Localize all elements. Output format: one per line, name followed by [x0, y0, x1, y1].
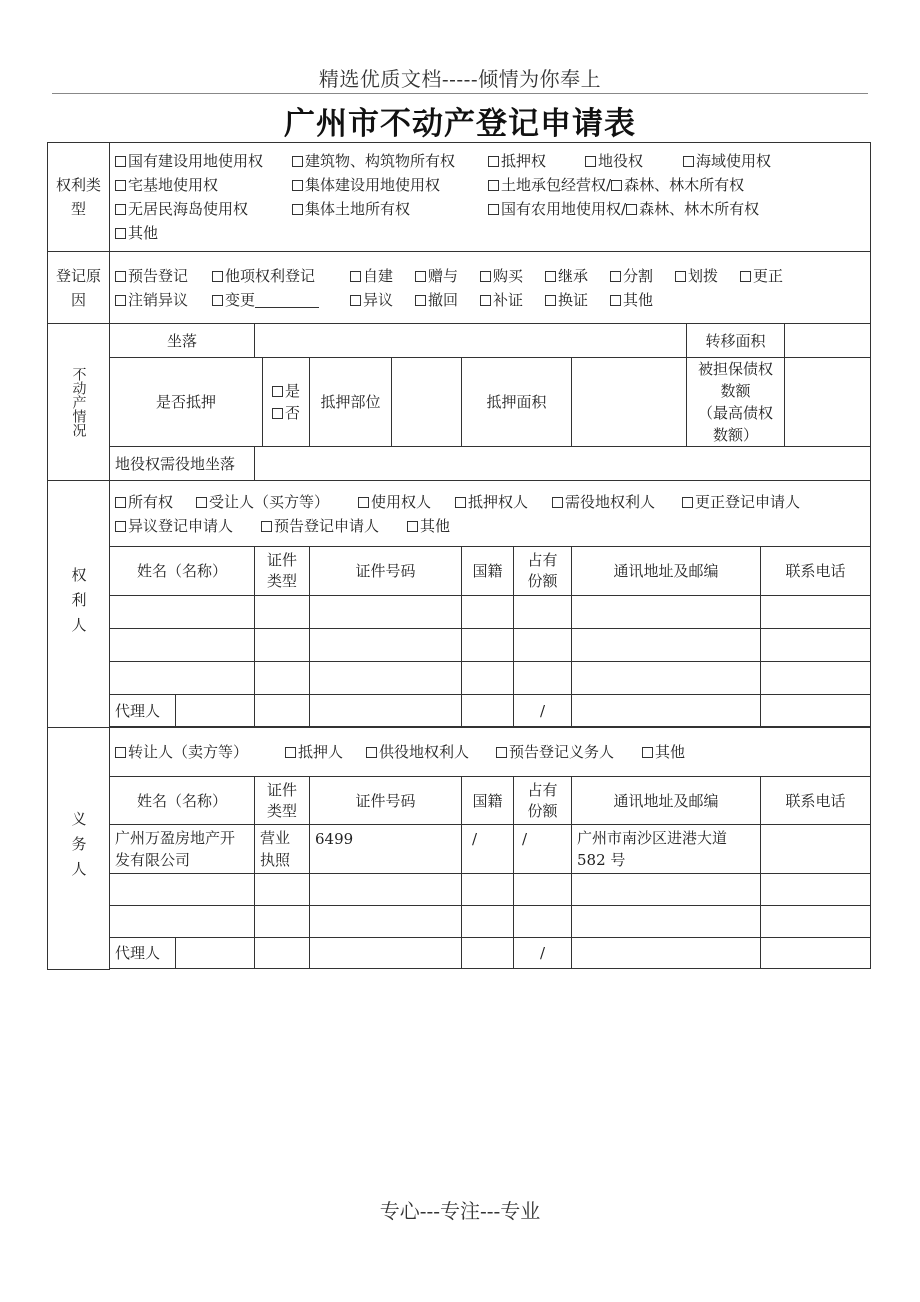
rights-type-options — [110, 143, 871, 252]
cell-address[interactable] — [572, 596, 761, 629]
cell-phone[interactable] — [761, 874, 871, 906]
checkbox-icon — [683, 156, 694, 167]
col-nationality: 国籍 — [462, 547, 514, 596]
cell-id-no[interactable] — [310, 906, 462, 938]
checkbox-icon — [115, 295, 126, 306]
opt-change[interactable]: 变更 — [212, 288, 350, 312]
easement-location-value[interactable] — [255, 447, 871, 481]
opt-other-rights-reg[interactable]: 他项权利登记 — [212, 264, 350, 288]
checkbox-icon — [675, 271, 686, 282]
cell-name[interactable] — [110, 596, 255, 629]
cell-nationality[interactable]: / — [462, 825, 514, 874]
checkbox-icon — [115, 747, 126, 758]
cell-share[interactable] — [514, 906, 572, 938]
cell-name[interactable] — [110, 906, 255, 938]
cell-id-no[interactable] — [310, 874, 462, 906]
opt-pre-reg-obligor[interactable]: 预告登记义务人 — [496, 740, 642, 764]
mortgage-part-value[interactable] — [392, 358, 462, 447]
cell-nationality[interactable] — [462, 662, 514, 695]
checkbox-icon — [626, 204, 637, 215]
agent-address[interactable] — [572, 938, 761, 969]
opt-holder-other[interactable]: 其他 — [407, 514, 450, 538]
checkbox-icon — [611, 180, 622, 191]
checkbox-icon — [488, 204, 499, 215]
opt-state-land-use[interactable]: 国有建设用地使用权 — [115, 149, 292, 173]
checkbox-icon — [480, 271, 491, 282]
checkbox-icon — [212, 295, 223, 306]
cell-address[interactable]: 广州市南沙区进港大道 582 号 — [572, 825, 761, 874]
agent-nationality[interactable] — [462, 695, 514, 727]
cell-name[interactable] — [110, 874, 255, 906]
cell-id-type[interactable]: 营业执照 — [255, 825, 310, 874]
cell-id-type[interactable] — [255, 874, 310, 906]
opt-dominant-land-holder[interactable]: 需役地权利人 — [552, 490, 682, 514]
col-phone: 联系电话 — [761, 777, 871, 825]
opt-self-built[interactable]: 自建 — [350, 264, 415, 288]
right-holder-options — [110, 481, 871, 547]
cell-address[interactable] — [572, 906, 761, 938]
page-header: 精选优质文档-----倾情为你奉上 — [318, 67, 602, 91]
cell-id-type[interactable] — [255, 906, 310, 938]
cell-address[interactable] — [572, 874, 761, 906]
agent-address[interactable] — [572, 695, 761, 727]
form-title: 广州市不动产登记申请表 — [284, 106, 636, 142]
cell-share[interactable] — [514, 629, 572, 662]
opt-sea-area-use[interactable]: 海域使用权 — [683, 149, 771, 173]
checkbox-icon — [358, 497, 369, 508]
opt-split[interactable]: 分割 — [610, 264, 675, 288]
agent-share: / — [514, 695, 572, 727]
checkbox-icon — [292, 180, 303, 191]
checkbox-icon — [552, 497, 563, 508]
secured-amount-label: 被担保债权数额 （最高债权数额） — [687, 358, 785, 447]
agent-name[interactable] — [176, 695, 255, 727]
is-mortgaged-label: 是否抵押 — [110, 358, 263, 447]
location-value[interactable] — [255, 324, 687, 358]
col-id-type: 证件 类型 — [255, 777, 310, 825]
cell-address[interactable] — [572, 662, 761, 695]
checkbox-icon — [455, 497, 466, 508]
agent-label: 代理人 — [110, 695, 176, 727]
cell-phone[interactable] — [761, 662, 871, 695]
checkbox-icon — [115, 228, 126, 239]
opt-obligor-other[interactable]: 其他 — [642, 740, 685, 764]
checkbox-icon — [740, 271, 751, 282]
cell-share[interactable] — [514, 662, 572, 695]
opt-mortgage-right[interactable]: 抵押权 — [488, 149, 585, 173]
cell-nationality[interactable] — [462, 906, 514, 938]
opt-inherit[interactable]: 继承 — [545, 264, 610, 288]
checkbox-icon — [407, 521, 418, 532]
opt-reissue[interactable]: 补证 — [480, 288, 545, 312]
checkbox-icon — [285, 747, 296, 758]
cell-id-type[interactable] — [255, 662, 310, 695]
agent-phone[interactable] — [761, 695, 871, 727]
col-share: 占有 份额 — [514, 547, 572, 596]
checkbox-icon — [415, 271, 426, 282]
secured-amount-value[interactable] — [785, 358, 871, 447]
opt-no[interactable]: 否 — [265, 402, 307, 424]
checkbox-icon — [292, 204, 303, 215]
col-phone: 联系电话 — [761, 547, 871, 596]
cell-name[interactable] — [110, 629, 255, 662]
cell-id-no[interactable] — [310, 662, 462, 695]
checkbox-icon — [350, 271, 361, 282]
col-name: 姓名（名称） — [110, 777, 255, 825]
agent-id-no[interactable] — [310, 695, 462, 727]
agent-row — [48, 938, 871, 969]
checkbox-icon — [496, 747, 507, 758]
opt-homestead-use[interactable]: 宅基地使用权 — [115, 173, 292, 197]
checkbox-icon — [196, 497, 207, 508]
opt-correction-applicant[interactable]: 更正登记申请人 — [682, 490, 800, 514]
col-id-no: 证件号码 — [310, 547, 462, 596]
agent-id-no[interactable] — [310, 938, 462, 969]
checkbox-icon — [350, 295, 361, 306]
opt-building-ownership[interactable]: 建筑物、构筑物所有权 — [292, 149, 488, 173]
opt-objection[interactable]: 异议 — [350, 288, 415, 312]
cell-id-no[interactable] — [310, 596, 462, 629]
checkbox-icon — [545, 295, 556, 306]
agent-nationality[interactable] — [462, 938, 514, 969]
agent-row — [48, 695, 871, 727]
cell-id-no[interactable]: 6499 — [310, 825, 462, 874]
opt-servient-land-holder[interactable]: 供役地权利人 — [366, 740, 496, 764]
opt-mortgagee[interactable]: 抵押权人 — [455, 490, 552, 514]
right-holder-header-row — [48, 547, 871, 596]
checkbox-icon — [585, 156, 596, 167]
agent-phone[interactable] — [761, 938, 871, 969]
table-row — [48, 629, 871, 662]
checkbox-icon — [261, 521, 272, 532]
checkbox-icon — [272, 408, 283, 419]
opt-cancel-objection[interactable]: 注销异议 — [115, 288, 212, 312]
application-form — [47, 142, 871, 970]
agent-label: 代理人 — [110, 938, 176, 969]
col-address: 通讯地址及邮编 — [572, 547, 761, 596]
opt-land-contract[interactable]: 土地承包经营权/ — [488, 173, 611, 197]
opt-state-agri-land[interactable]: 国有农用地使用权/ — [488, 197, 626, 221]
checkbox-icon — [480, 295, 491, 306]
cell-share[interactable] — [514, 874, 572, 906]
agent-id-type[interactable] — [255, 938, 310, 969]
opt-withdraw[interactable]: 撤回 — [415, 288, 480, 312]
reg-reason-label: 登记原因 — [48, 252, 110, 324]
checkbox-icon — [682, 497, 693, 508]
cell-name[interactable]: 广州万盈房地产开发有限公司 — [110, 825, 255, 874]
checkbox-icon — [366, 747, 377, 758]
mortgage-area-label: 抵押面积 — [462, 358, 572, 447]
table-row — [48, 906, 871, 938]
table-row — [48, 825, 871, 874]
cell-id-no[interactable] — [310, 629, 462, 662]
cell-phone[interactable] — [761, 629, 871, 662]
right-holder-section-label: 权利人 — [48, 481, 110, 728]
opt-objection-applicant[interactable]: 异议登记申请人 — [115, 514, 261, 538]
mortgage-area-value[interactable] — [572, 358, 687, 447]
table-row — [48, 662, 871, 695]
cell-address[interactable] — [572, 629, 761, 662]
obligor-options — [110, 728, 871, 777]
agent-name[interactable] — [176, 938, 255, 969]
page-footer: 专心---专注---专业 — [379, 1199, 541, 1223]
checkbox-icon — [115, 497, 126, 508]
cell-name[interactable] — [110, 662, 255, 695]
checkbox-icon — [292, 156, 303, 167]
checkbox-icon — [272, 386, 283, 397]
header-rule — [52, 93, 868, 94]
table-row — [48, 596, 871, 629]
opt-collective-land-ownership[interactable]: 集体土地所有权 — [292, 197, 488, 221]
opt-user-right-holder[interactable]: 使用权人 — [358, 490, 455, 514]
opt-transferor[interactable]: 转让人（卖方等） — [115, 740, 285, 764]
opt-gift[interactable]: 赠与 — [415, 264, 480, 288]
cell-id-type[interactable] — [255, 596, 310, 629]
checkbox-icon — [115, 156, 126, 167]
cell-phone[interactable] — [761, 906, 871, 938]
opt-rights-other[interactable]: 其他 — [115, 221, 158, 245]
opt-collective-construction-land[interactable]: 集体建设用地使用权 — [292, 173, 488, 197]
easement-location-label: 地役权需役地坐落 — [110, 447, 255, 481]
table-row — [48, 874, 871, 906]
checkbox-icon — [488, 180, 499, 191]
checkbox-icon — [115, 180, 126, 191]
obligor-section-label: 义务人 — [48, 728, 110, 970]
checkbox-icon — [115, 271, 126, 282]
opt-correction[interactable]: 更正 — [740, 264, 783, 288]
property-section-label: 不动产情况 — [48, 324, 110, 481]
obligor-header-row — [48, 777, 871, 825]
checkbox-icon — [642, 747, 653, 758]
cell-nationality[interactable] — [462, 874, 514, 906]
mortgage-part-label: 抵押部位 — [310, 358, 392, 447]
opt-transferee[interactable]: 受让人（买方等） — [196, 490, 358, 514]
location-label: 坐落 — [110, 324, 255, 358]
opt-mortgagor[interactable]: 抵押人 — [285, 740, 366, 764]
checkbox-icon — [488, 156, 499, 167]
col-id-type: 证件 类型 — [255, 547, 310, 596]
checkbox-icon — [115, 204, 126, 215]
cell-nationality[interactable] — [462, 596, 514, 629]
agent-share: / — [514, 938, 572, 969]
change-blank[interactable] — [255, 291, 319, 308]
opt-yes[interactable]: 是 — [265, 380, 307, 402]
transfer-area-label: 转移面积 — [687, 324, 785, 358]
mortgage-yes-no — [263, 358, 310, 447]
opt-purchase[interactable]: 购买 — [480, 264, 545, 288]
cell-id-type[interactable] — [255, 629, 310, 662]
checkbox-icon — [545, 271, 556, 282]
checkbox-icon — [610, 295, 621, 306]
opt-reason-other[interactable]: 其他 — [610, 288, 653, 312]
col-share: 占有 份额 — [514, 777, 572, 825]
opt-replace-cert[interactable]: 换证 — [545, 288, 610, 312]
checkbox-icon — [415, 295, 426, 306]
opt-island-use[interactable]: 无居民海岛使用权 — [115, 197, 292, 221]
opt-forest-ownership-2[interactable]: 森林、林木所有权 — [626, 197, 759, 221]
rights-type-label: 权利类型 — [48, 143, 110, 252]
cell-phone[interactable] — [761, 596, 871, 629]
checkbox-icon — [212, 271, 223, 282]
opt-pre-reg-applicant[interactable]: 预告登记申请人 — [261, 514, 407, 538]
checkbox-icon — [115, 521, 126, 532]
opt-pre-registration[interactable]: 预告登记 — [115, 264, 212, 288]
agent-id-type[interactable] — [255, 695, 310, 727]
col-address: 通讯地址及邮编 — [572, 777, 761, 825]
cell-share[interactable] — [514, 596, 572, 629]
col-id-no: 证件号码 — [310, 777, 462, 825]
cell-share[interactable]: / — [514, 825, 572, 874]
checkbox-icon — [610, 271, 621, 282]
transfer-area-value[interactable] — [785, 324, 871, 358]
reg-reason-options — [110, 252, 871, 324]
opt-allocation[interactable]: 划拨 — [675, 264, 740, 288]
cell-phone[interactable] — [761, 825, 871, 874]
opt-easement[interactable]: 地役权 — [585, 149, 683, 173]
col-name: 姓名（名称） — [110, 547, 255, 596]
opt-forest-ownership-1[interactable]: 森林、林木所有权 — [611, 173, 744, 197]
opt-ownership[interactable]: 所有权 — [115, 490, 196, 514]
col-nationality: 国籍 — [462, 777, 514, 825]
cell-nationality[interactable] — [462, 629, 514, 662]
